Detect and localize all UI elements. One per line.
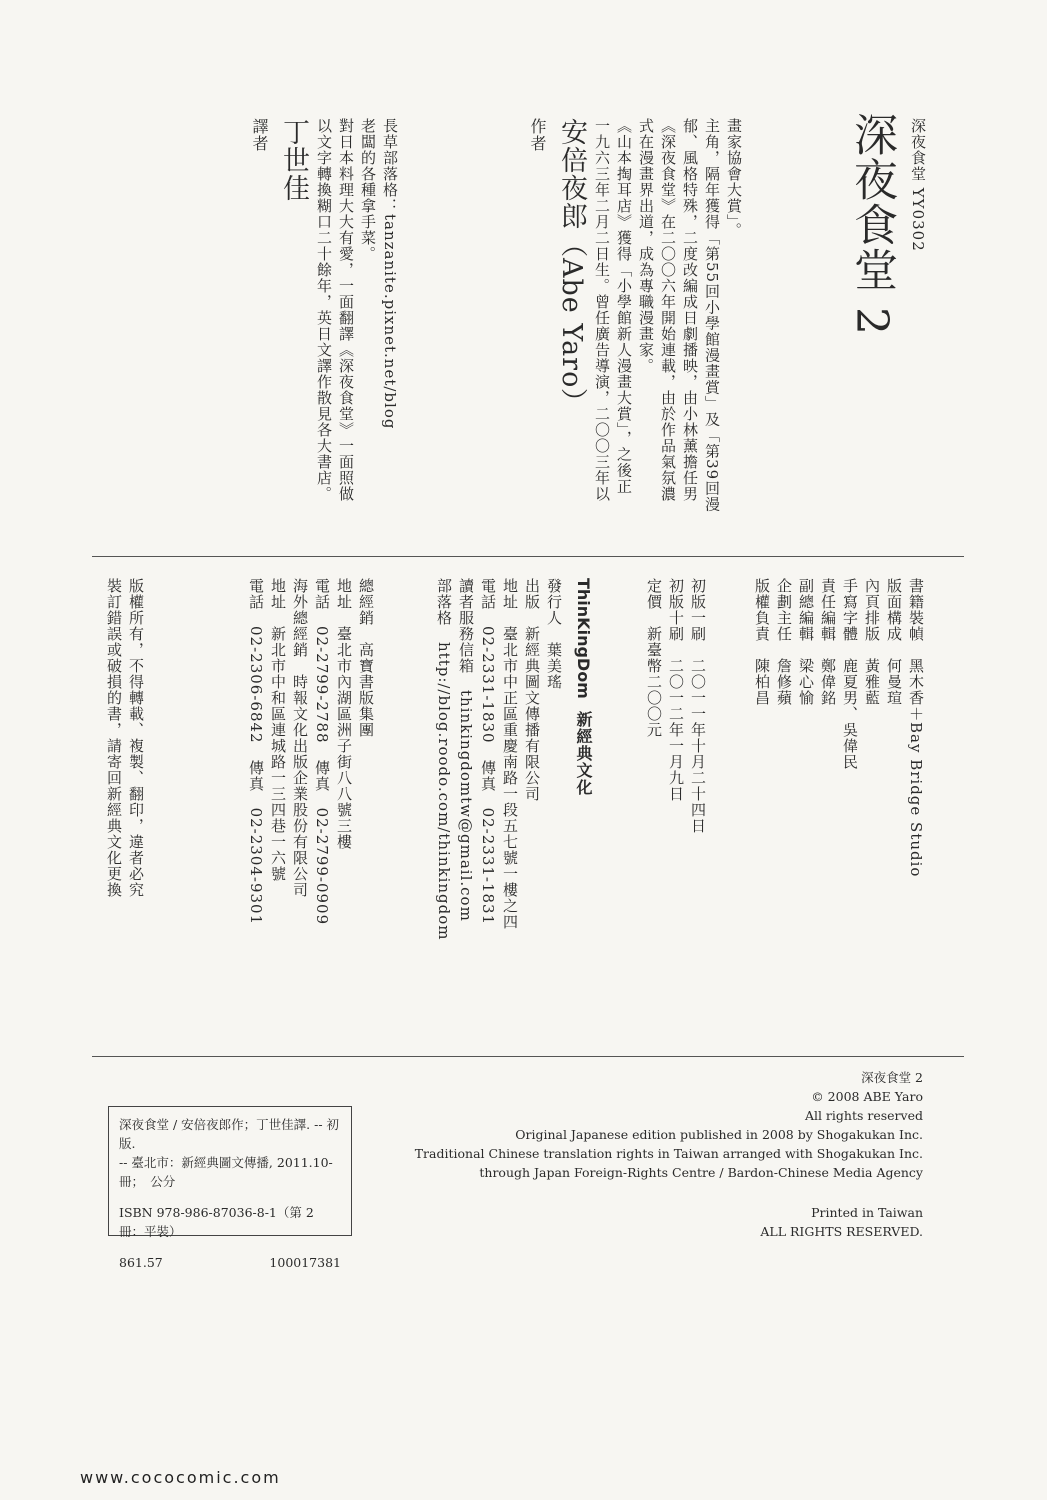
edition-line: 初版十刷 二〇一二年一月九日 [667,578,685,802]
copyright-line: All rights reserved [804,1108,923,1123]
publisher-brand [575,578,591,796]
watermark: www.cococomic.com [80,1468,281,1487]
credit-line: 版權負責 陳柏昌 [753,578,771,706]
credit-line: 版面構成 何曼瑄 [885,578,903,706]
author-bio-line: 郁、風格特殊，二度改編成日劇播映，由小林薰擔任男 [681,118,699,502]
cip-line: 深夜食堂 / 安倍夜郎作；丁世佳譯. -- 初版. [119,1117,340,1151]
translator-name: 丁世佳 [278,118,309,202]
copyright-line: Original Japanese edition published in 2008 by Shogakukan Inc. [515,1127,923,1142]
publisher-line: 讀者服務信箱 thinkingdomtw@gmail.com [457,578,475,922]
translator-bio-line: 以文字轉換糊口二十餘年，英日文譯作散見各大書店。 [315,118,333,502]
divider-top [92,556,964,557]
copyright-line: Traditional Chinese translation rights in Taiwan arranged with Shogakukan Inc. [414,1146,923,1161]
publisher-brand-en: ThinKingDom [574,578,593,699]
publisher-brand-zh: 新經典文化 [574,710,593,796]
translator-heading: 譯者 [250,118,269,152]
rights-notice-line: 版權所有，不得轉載、複製、翻印，違者必究 [127,578,145,898]
edition-line: 初版一刷 二〇一一年十月二十四日 [689,578,707,834]
distribution-line: 海外總經銷 時報文化出版企業股份有限公司 [291,578,309,898]
cip-box [108,1106,352,1270]
author-bio-line: 主角，隔年獲得「第55回小學館漫畫賞」及「第39回漫 [703,118,721,513]
cip-classification: 861.57 [119,1255,163,1270]
distribution-line: 電話 02-2799-2788 傳真 02-2799-0909 [313,578,331,926]
copyright-line: 深夜食堂 2 [861,1070,923,1085]
author-name: 安倍夜郎（Abe Yaro） [556,118,587,417]
printed-line: Printed in Taiwan [811,1205,923,1220]
printed-line: ALL RIGHTS RESERVED. [760,1224,923,1239]
distribution-line: 地址 臺北市內湖區洲子街八八號三樓 [335,578,353,850]
publisher-line: 出版 新經典圖文傳播有限公司 [523,578,541,802]
translator-blog-line: 長草部落格：tanzanite.pixnet.net/blog [381,118,399,430]
distribution-line: 總經銷 高寶書版集團 [357,578,375,738]
credit-line: 書籍裝幀 黑木香＋Bay Bridge Studio [907,578,925,878]
author-bio-line: 一九六三年二月二日生。曾任廣告導演，二〇〇三年以 [593,118,611,502]
series-code: 深夜食堂 YY0302 [909,118,927,252]
distribution-line: 地址 新北市中和區連城路一三四巷一六號 [269,578,287,882]
author-bio-line: 《山本掏耳店》獲得「小學館新人漫畫大賞」，之後正 [615,118,633,495]
printed-block [760,1203,923,1241]
credit-line: 企劃主任 詹修蘋 [775,578,793,706]
copyright-line: through Japan Foreign-Rights Centre / Bardon-Chinese Media Agency [479,1165,923,1180]
credit-line: 責任編輯 鄭偉銘 [819,578,837,706]
publisher-line: 部落格 http://blog.roodo.com/thinkingdom [435,578,453,941]
cip-line: 冊； 公分 [119,1174,176,1189]
cip-record-number: 100017381 [269,1255,341,1270]
rights-notice-line: 裝訂錯誤或破損的書，請寄回新經典文化更換 [105,578,123,898]
credit-line: 內頁排版 黃雅藍 [863,578,881,706]
publisher-line: 地址 臺北市中正區重慶南路一段五七號一樓之四 [501,578,519,930]
publisher-line: 發行人 葉美瑤 [545,578,563,690]
cip-isbn: ISBN 978-986-87036-8-1（第 2 冊：平裝） [119,1205,314,1239]
credit-line: 手寫字體 鹿夏男、吳偉民 [841,578,859,770]
translator-bio-line: 老闆的各種拿手菜。 [359,118,377,262]
translator-bio-line: 對日本料理大大有愛，一面翻譯《深夜食堂》一面照做 [337,118,355,502]
author-bio-line: 畫家協會大賞」。 [725,118,743,239]
price-line: 定價 新臺幣二〇〇元 [645,578,663,738]
author-bio-line: 式在漫畫界出道，成為專職漫畫家。 [637,118,655,374]
author-heading: 作者 [528,118,547,152]
distribution-line: 電話 02-2306-6842 傳真 02-2304-9301 [247,578,265,926]
divider-bottom [92,1056,964,1057]
author-bio-line: 《深夜食堂》在二〇〇六年開始連載，由於作品氣氛濃 [659,118,677,502]
credit-line: 副總編輯 梁心愉 [797,578,815,706]
copyright-block [415,1068,923,1182]
book-title: 深夜食堂 2 [846,112,897,336]
publisher-line: 電話 02-2331-1830 傳真 02-2331-1831 [479,578,497,926]
copyright-line: © 2008 ABE Yaro [811,1089,923,1104]
cip-line: -- 臺北市：新經典圖文傳播, 2011.10- [119,1155,333,1170]
